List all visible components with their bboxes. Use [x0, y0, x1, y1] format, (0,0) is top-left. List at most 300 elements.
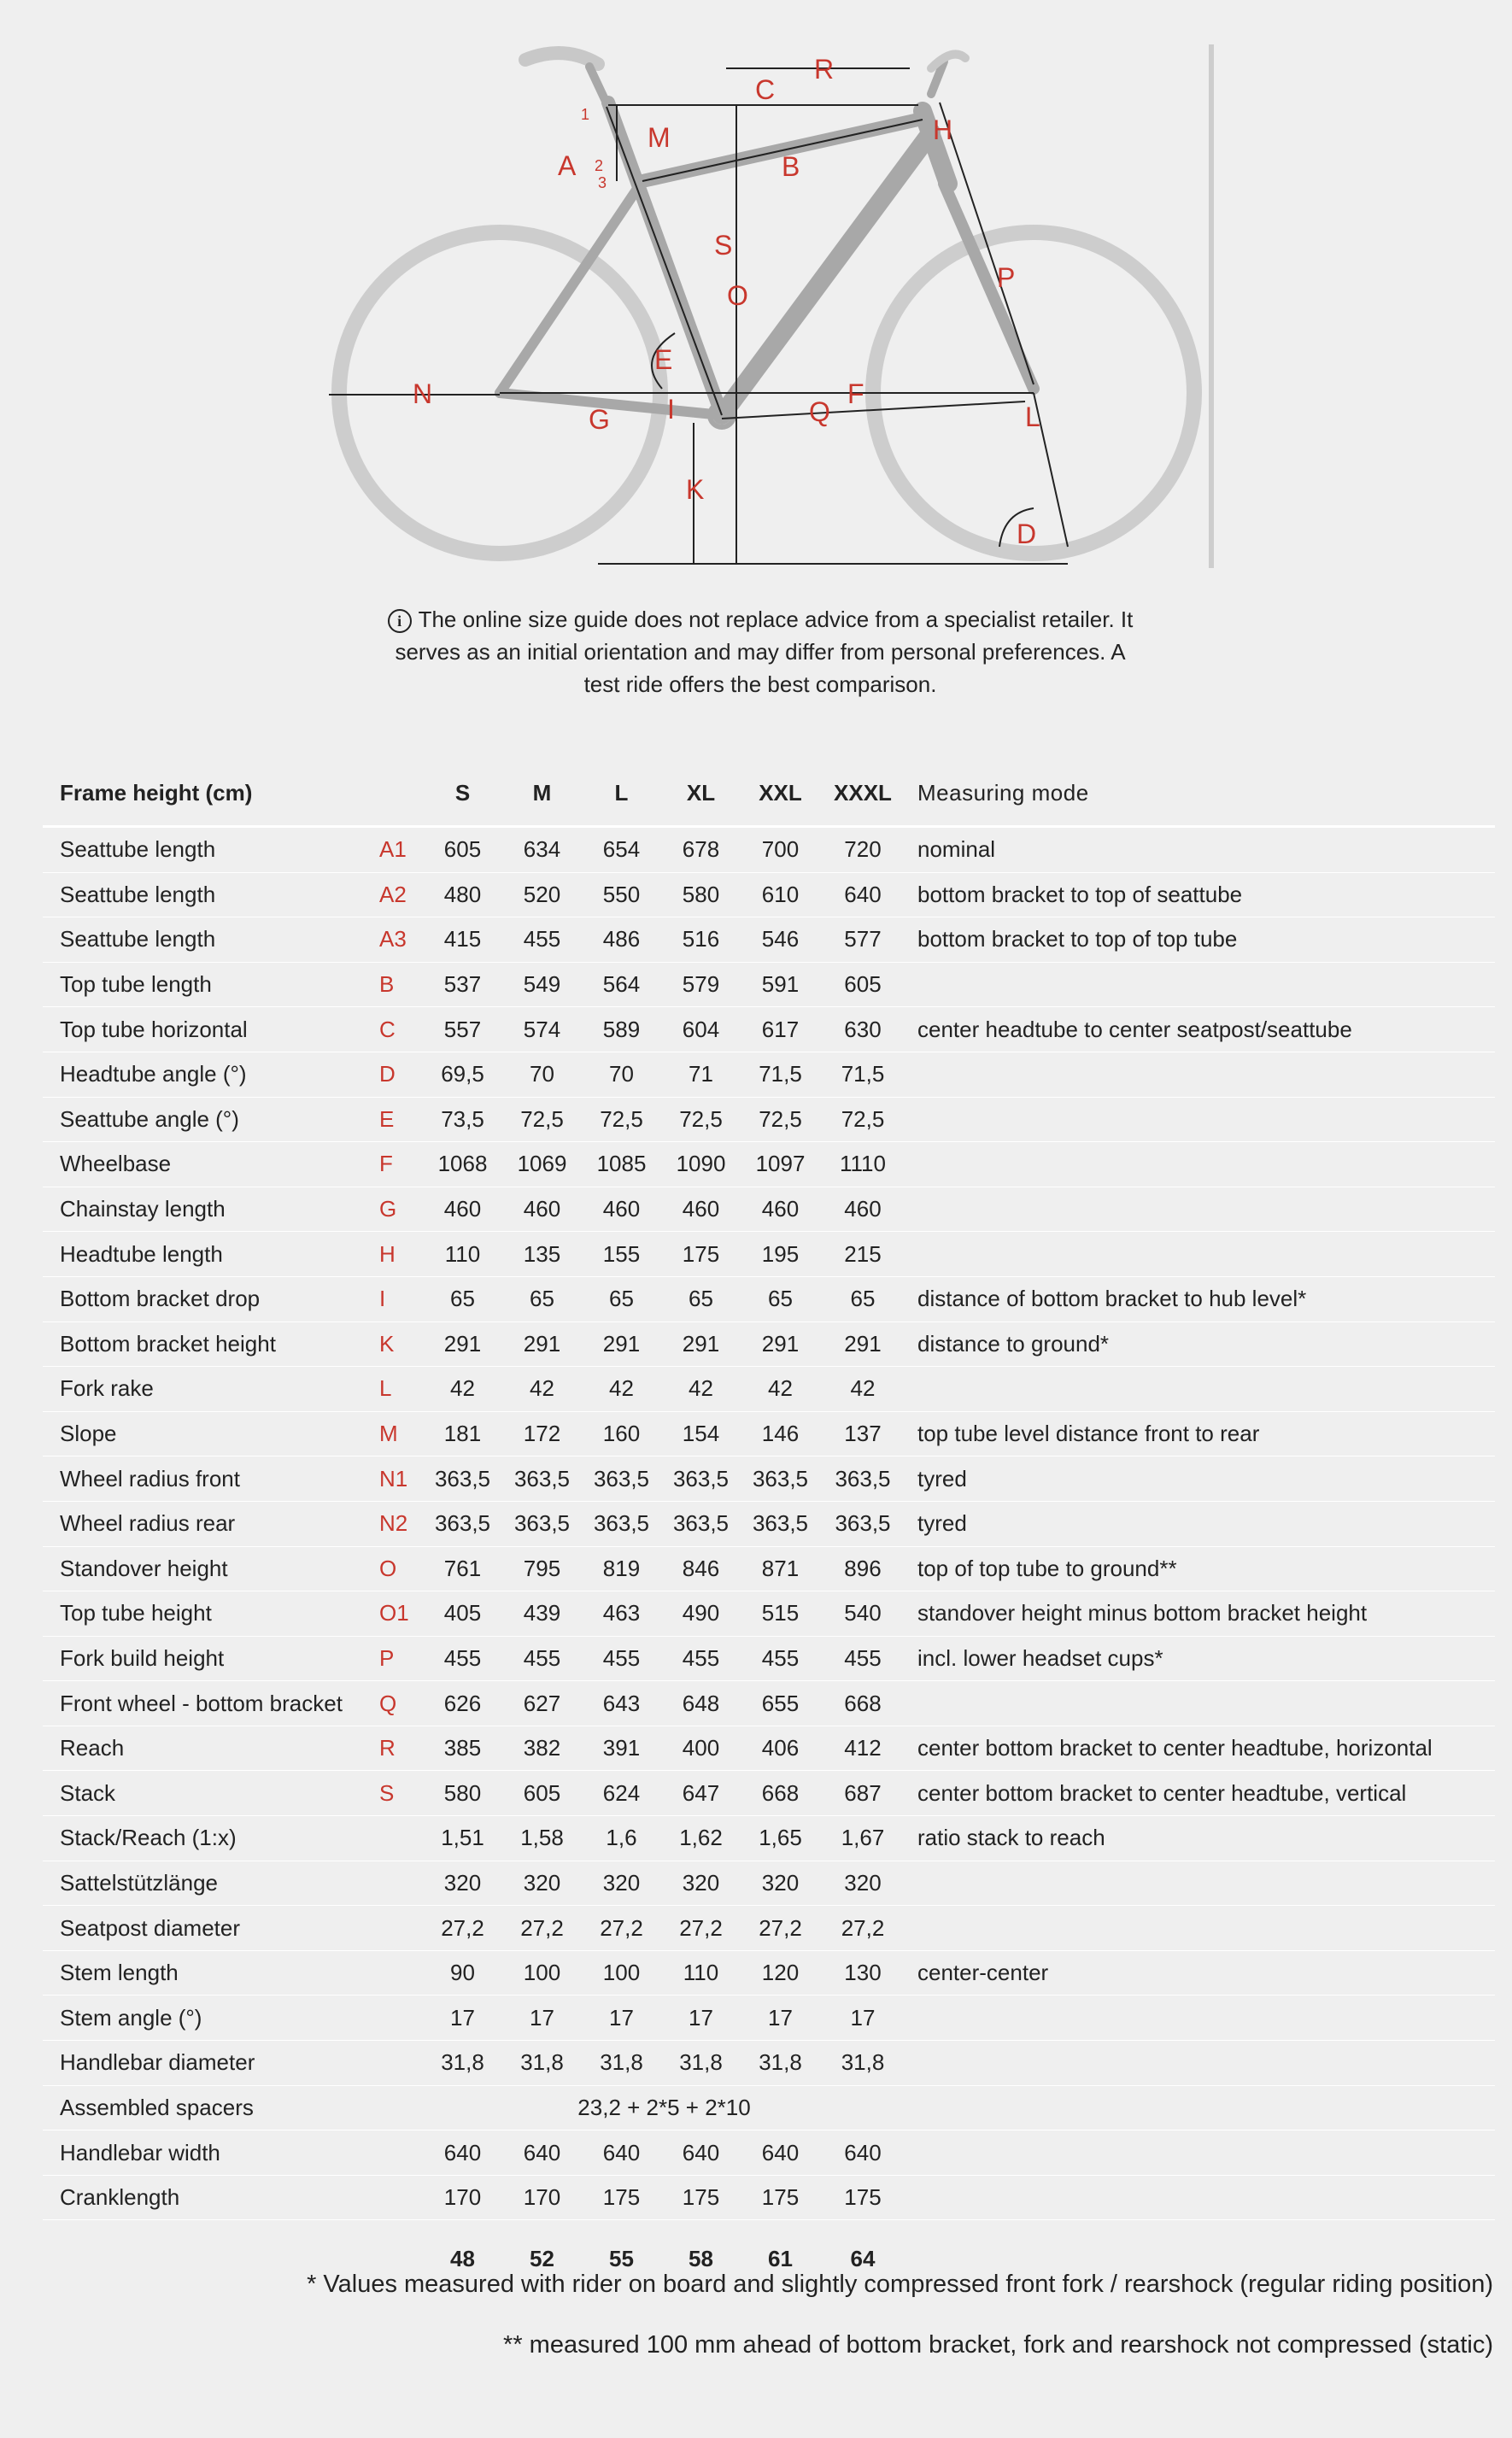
row-code	[376, 1906, 423, 1951]
row-value: 460	[582, 1187, 661, 1232]
row-value: 648	[661, 1681, 741, 1726]
row-value: 175	[820, 2175, 905, 2220]
label-D: D	[1017, 519, 1037, 549]
row-code: E	[376, 1097, 423, 1142]
row-name: Sattelstützlänge	[43, 1861, 376, 1906]
row-value: 175	[582, 2175, 661, 2220]
row-value: 42	[820, 1367, 905, 1412]
table-row	[43, 1950, 1495, 1996]
row-value: 580	[423, 1771, 502, 1816]
row-measuring-mode: center bottom bracket to center headtube, horizontal	[905, 1726, 1495, 1771]
row-name: Handlebar width	[43, 2130, 376, 2176]
label-F: F	[847, 378, 864, 409]
row-measuring-mode	[905, 2175, 1495, 2220]
row-value: 320	[661, 1861, 741, 1906]
row-code	[376, 2041, 423, 2086]
label-R: R	[814, 54, 835, 85]
row-measuring-mode: standover height minus bottom bracket height	[905, 1591, 1495, 1637]
row-value: 1,58	[502, 1816, 582, 1861]
row-measuring-mode	[905, 1052, 1495, 1097]
row-value: 71,5	[741, 1052, 820, 1097]
row-value: 871	[741, 1546, 820, 1591]
row-code: Q	[376, 1681, 423, 1726]
row-value: 896	[820, 1546, 905, 1591]
row-code	[376, 2130, 423, 2176]
row-measuring-mode	[905, 1996, 1495, 2041]
row-name: Seatpost diameter	[43, 1906, 376, 1951]
row-value: 1068	[423, 1142, 502, 1187]
row-value: 363,5	[582, 1456, 661, 1502]
row-value: 42	[741, 1367, 820, 1412]
row-code: S	[376, 1771, 423, 1816]
table-row	[43, 1996, 1495, 2041]
row-value: 27,2	[582, 1906, 661, 1951]
row-value: 564	[582, 962, 661, 1007]
row-value: 480	[423, 872, 502, 917]
row-value: 579	[661, 962, 741, 1007]
row-value: 72,5	[820, 1097, 905, 1142]
label-N: N	[413, 378, 433, 409]
row-name: Standover height	[43, 1546, 376, 1591]
row-value: 17	[423, 1996, 502, 2041]
label-C: C	[755, 74, 776, 105]
row-value: 70	[582, 1052, 661, 1097]
row-name: Wheelbase	[43, 1142, 376, 1187]
row-value: 1,51	[423, 1816, 502, 1861]
label-2: 2	[595, 157, 604, 174]
row-value: 320	[423, 1861, 502, 1906]
table-row	[43, 1816, 1495, 1861]
table-header-row	[43, 760, 1495, 827]
row-value: 320	[741, 1861, 820, 1906]
row-measuring-mode	[905, 1906, 1495, 1951]
row-measuring-mode	[905, 1681, 1495, 1726]
row-code: F	[376, 1142, 423, 1187]
row-value: 406	[741, 1726, 820, 1771]
row-name: Top tube horizontal	[43, 1007, 376, 1052]
label-S: S	[714, 230, 733, 261]
row-value: 520	[502, 872, 582, 917]
table-row	[43, 1142, 1495, 1187]
table-row	[43, 1187, 1495, 1232]
row-measuring-mode	[905, 1367, 1495, 1412]
label-P: P	[997, 262, 1016, 293]
row-value: 546	[741, 917, 820, 963]
row-value: 291	[423, 1322, 502, 1367]
row-code: C	[376, 1007, 423, 1052]
row-value: 455	[582, 1636, 661, 1681]
label-H: H	[933, 114, 953, 145]
row-value: 540	[820, 1591, 905, 1637]
row-value: 31,8	[741, 2041, 820, 2086]
row-value: 172	[502, 1411, 582, 1456]
row-value: 700	[741, 827, 820, 873]
row-value: 460	[423, 1187, 502, 1232]
row-value: 382	[502, 1726, 582, 1771]
row-value: 1,67	[820, 1816, 905, 1861]
row-name: Stem angle (°)	[43, 1996, 376, 2041]
table-row	[43, 2175, 1495, 2220]
table-row	[43, 827, 1495, 873]
row-value: 1085	[582, 1142, 661, 1187]
row-value: 71,5	[820, 1052, 905, 1097]
row-measuring-mode: nominal	[905, 827, 1495, 873]
row-value: 400	[661, 1726, 741, 1771]
row-value: 589	[582, 1007, 661, 1052]
row-value: 130	[820, 1950, 905, 1996]
row-measuring-mode: distance of bottom bracket to hub level*	[905, 1276, 1495, 1322]
table-row	[43, 1861, 1495, 1906]
row-value: 455	[423, 1636, 502, 1681]
row-value: 170	[502, 2175, 582, 2220]
table-row	[43, 1726, 1495, 1771]
notice-text: The online size guide does not replace advice from a specialist retailer. It serves as an initial orientation and may differ from personal preferences. A test ride offers the best comparison.	[395, 607, 1134, 697]
table-row	[43, 1501, 1495, 1546]
row-value: 643	[582, 1681, 661, 1726]
row-value: 405	[423, 1591, 502, 1637]
row-value: 65	[661, 1276, 741, 1322]
row-value: 154	[661, 1411, 741, 1456]
row-code: O	[376, 1546, 423, 1591]
row-value: 65	[502, 1276, 582, 1322]
row-name: Assembled spacers	[43, 2085, 376, 2130]
row-name: Top tube length	[43, 962, 376, 1007]
row-value: 135	[502, 1232, 582, 1277]
row-value: 65	[423, 1276, 502, 1322]
row-value: 634	[502, 827, 582, 873]
row-value: 720	[820, 827, 905, 873]
row-value: 580	[661, 872, 741, 917]
row-code	[376, 1996, 423, 2041]
row-code	[376, 1950, 423, 1996]
row-value: 626	[423, 1681, 502, 1726]
row-value: 291	[661, 1322, 741, 1367]
row-value: 291	[582, 1322, 661, 1367]
row-code: K	[376, 1322, 423, 1367]
label-B: B	[782, 151, 800, 182]
label-G: G	[589, 404, 610, 435]
size-header: M	[502, 760, 582, 827]
table-row	[43, 2041, 1495, 2086]
label-1: 1	[581, 106, 590, 123]
row-value: 624	[582, 1771, 661, 1816]
row-code: H	[376, 1232, 423, 1277]
row-measuring-mode: bottom bracket to top of top tube	[905, 917, 1495, 963]
row-value: 846	[661, 1546, 741, 1591]
row-value: 668	[741, 1771, 820, 1816]
row-measuring-mode: ratio stack to reach	[905, 1816, 1495, 1861]
row-value: 363,5	[741, 1456, 820, 1502]
row-value: 463	[582, 1591, 661, 1637]
row-value: 640	[423, 2130, 502, 2176]
row-value: 291	[741, 1322, 820, 1367]
table-row	[43, 1411, 1495, 1456]
geometry-table	[43, 760, 1495, 2297]
row-value: 363,5	[820, 1501, 905, 1546]
row-value: 69,5	[423, 1052, 502, 1097]
row-value: 577	[820, 917, 905, 963]
info-icon: i	[388, 609, 412, 633]
row-value: 640	[582, 2130, 661, 2176]
row-measuring-mode	[905, 1232, 1495, 1277]
row-value: 391	[582, 1726, 661, 1771]
row-value: 137	[820, 1411, 905, 1456]
row-code: D	[376, 1052, 423, 1097]
label-Q: Q	[809, 396, 830, 427]
row-value: 65	[741, 1276, 820, 1322]
row-value: 42	[423, 1367, 502, 1412]
size-header: XXXL	[820, 760, 905, 827]
row-code: N1	[376, 1456, 423, 1502]
row-value: 42	[661, 1367, 741, 1412]
row-span-value: 23,2 + 2*5 + 2*10	[423, 2085, 905, 2130]
row-value: 516	[661, 917, 741, 963]
row-value: 100	[582, 1950, 661, 1996]
row-name: Seattube length	[43, 917, 376, 963]
row-value: 42	[502, 1367, 582, 1412]
row-value: 27,2	[820, 1906, 905, 1951]
row-code: G	[376, 1187, 423, 1232]
table-row	[43, 1322, 1495, 1367]
row-value: 604	[661, 1007, 741, 1052]
row-measuring-mode	[905, 1142, 1495, 1187]
row-value: 385	[423, 1726, 502, 1771]
row-measuring-mode	[905, 1187, 1495, 1232]
row-name: Chainstay length	[43, 1187, 376, 1232]
row-name: Wheel radius rear	[43, 1501, 376, 1546]
row-name: Stack	[43, 1771, 376, 1816]
row-value: 460	[820, 1187, 905, 1232]
label-E: E	[654, 344, 673, 375]
frame-height-value: 52	[530, 2245, 554, 2271]
row-value: 515	[741, 1591, 820, 1637]
row-value: 17	[820, 1996, 905, 2041]
row-measuring-mode: tyred	[905, 1501, 1495, 1546]
row-value: 640	[741, 2130, 820, 2176]
row-name: Cranklength	[43, 2175, 376, 2220]
table-row	[43, 1276, 1495, 1322]
row-value: 591	[741, 962, 820, 1007]
row-value: 110	[423, 1232, 502, 1277]
row-value: 1069	[502, 1142, 582, 1187]
row-value: 73,5	[423, 1097, 502, 1142]
table-row	[43, 1456, 1495, 1502]
row-code: L	[376, 1367, 423, 1412]
row-value: 31,8	[502, 2041, 582, 2086]
row-value: 1,62	[661, 1816, 741, 1861]
row-value: 71	[661, 1052, 741, 1097]
row-code	[376, 1861, 423, 1906]
row-value: 549	[502, 962, 582, 1007]
size-header: XL	[661, 760, 741, 827]
size-header: L	[582, 760, 661, 827]
row-measuring-mode: tyred	[905, 1456, 1495, 1502]
row-value: 668	[820, 1681, 905, 1726]
row-name: Slope	[43, 1411, 376, 1456]
row-value: 617	[741, 1007, 820, 1052]
row-value: 65	[582, 1276, 661, 1322]
row-value: 1097	[741, 1142, 820, 1187]
row-code: I	[376, 1276, 423, 1322]
row-value: 27,2	[661, 1906, 741, 1951]
row-value: 31,8	[582, 2041, 661, 2086]
row-value: 291	[502, 1322, 582, 1367]
row-value: 412	[820, 1726, 905, 1771]
table-row	[43, 872, 1495, 917]
row-value: 640	[661, 2130, 741, 2176]
row-value: 687	[820, 1771, 905, 1816]
row-name: Bottom bracket drop	[43, 1276, 376, 1322]
row-value: 455	[502, 917, 582, 963]
footnote-2: ** measured 100 mm ahead of bottom bracket, fork and rearshock not compressed (static)	[503, 2331, 1493, 2359]
row-value: 439	[502, 1591, 582, 1637]
row-value: 120	[741, 1950, 820, 1996]
size-guide-notice	[376, 603, 1145, 700]
row-value: 550	[582, 872, 661, 917]
table-body	[43, 827, 1495, 2220]
table-row	[43, 2130, 1495, 2176]
row-value: 31,8	[820, 2041, 905, 2086]
row-value: 291	[820, 1322, 905, 1367]
frame-height-value: 55	[609, 2245, 634, 2271]
size-header: S	[423, 760, 502, 827]
frame-height-value: 48	[450, 2245, 475, 2271]
row-value: 605	[820, 962, 905, 1007]
row-value: 647	[661, 1771, 741, 1816]
row-value: 27,2	[423, 1906, 502, 1951]
row-value: 455	[502, 1636, 582, 1681]
table-row	[43, 1771, 1495, 1816]
row-value: 574	[502, 1007, 582, 1052]
row-value: 17	[661, 1996, 741, 2041]
row-value: 630	[820, 1007, 905, 1052]
row-value: 795	[502, 1546, 582, 1591]
row-value: 363,5	[582, 1501, 661, 1546]
label-I: I	[667, 394, 675, 425]
row-value: 72,5	[582, 1097, 661, 1142]
row-value: 175	[661, 2175, 741, 2220]
row-measuring-mode: incl. lower headset cups*	[905, 1636, 1495, 1681]
row-value: 146	[741, 1411, 820, 1456]
row-value: 90	[423, 1950, 502, 1996]
frame-height-value: 61	[768, 2245, 793, 2271]
row-code: O1	[376, 1591, 423, 1637]
row-measuring-mode	[905, 1861, 1495, 1906]
label-A: A	[558, 150, 577, 181]
row-name: Stack/Reach (1:x)	[43, 1816, 376, 1861]
row-value: 72,5	[661, 1097, 741, 1142]
row-name: Seattube angle (°)	[43, 1097, 376, 1142]
row-value: 460	[741, 1187, 820, 1232]
frame-height-value: 58	[689, 2245, 713, 2271]
frame-height-header: Frame height (cm)	[43, 760, 423, 827]
row-value: 195	[741, 1232, 820, 1277]
row-value: 486	[582, 917, 661, 963]
row-name: Reach	[43, 1726, 376, 1771]
row-code: N2	[376, 1501, 423, 1546]
row-value: 363,5	[741, 1501, 820, 1546]
row-name: Front wheel - bottom bracket	[43, 1681, 376, 1726]
row-value: 320	[820, 1861, 905, 1906]
table-row	[43, 1546, 1495, 1591]
label-O: O	[727, 280, 748, 311]
row-value: 819	[582, 1546, 661, 1591]
row-measuring-mode	[905, 962, 1495, 1007]
row-name: Top tube height	[43, 1591, 376, 1637]
table-row	[43, 2085, 1495, 2130]
row-code	[376, 2175, 423, 2220]
row-value: 363,5	[502, 1456, 582, 1502]
frame	[500, 53, 1034, 427]
row-code	[376, 2085, 423, 2130]
table-row	[43, 1232, 1495, 1277]
row-name: Fork build height	[43, 1636, 376, 1681]
row-value: 17	[502, 1996, 582, 2041]
row-value: 490	[661, 1591, 741, 1637]
row-value: 537	[423, 962, 502, 1007]
row-name: Seattube length	[43, 827, 376, 873]
row-name: Wheel radius front	[43, 1456, 376, 1502]
row-value: 455	[661, 1636, 741, 1681]
row-value: 678	[661, 827, 741, 873]
row-value: 160	[582, 1411, 661, 1456]
label-3: 3	[598, 174, 607, 191]
row-measuring-mode: center headtube to center seatpost/seattube	[905, 1007, 1495, 1052]
row-value: 363,5	[661, 1456, 741, 1502]
row-measuring-mode	[905, 1097, 1495, 1142]
row-value: 17	[582, 1996, 661, 2041]
row-value: 175	[741, 2175, 820, 2220]
row-value: 1,6	[582, 1816, 661, 1861]
row-value: 415	[423, 917, 502, 963]
frame-height-value: 64	[850, 2245, 876, 2271]
row-value: 605	[502, 1771, 582, 1816]
row-code: P	[376, 1636, 423, 1681]
row-name: Handlebar diameter	[43, 2041, 376, 2086]
row-value: 605	[423, 827, 502, 873]
row-value: 215	[820, 1232, 905, 1277]
row-value: 175	[661, 1232, 741, 1277]
row-value: 460	[502, 1187, 582, 1232]
row-measuring-mode: center-center	[905, 1950, 1495, 1996]
row-value: 455	[741, 1636, 820, 1681]
row-code: R	[376, 1726, 423, 1771]
table-row	[43, 1906, 1495, 1951]
row-value: 640	[820, 872, 905, 917]
row-value: 1,65	[741, 1816, 820, 1861]
row-measuring-mode: top tube level distance front to rear	[905, 1411, 1495, 1456]
row-value: 761	[423, 1546, 502, 1591]
row-measuring-mode: top of top tube to ground**	[905, 1546, 1495, 1591]
size-header: XXL	[741, 760, 820, 827]
row-value: 320	[502, 1861, 582, 1906]
row-value: 610	[741, 872, 820, 917]
row-value: 31,8	[423, 2041, 502, 2086]
row-value: 42	[582, 1367, 661, 1412]
table-row	[43, 917, 1495, 963]
row-value: 1110	[820, 1142, 905, 1187]
row-name: Seattube length	[43, 872, 376, 917]
table-row	[43, 1681, 1495, 1726]
row-value: 654	[582, 827, 661, 873]
table-row	[43, 1052, 1495, 1097]
row-value: 181	[423, 1411, 502, 1456]
table-row	[43, 1591, 1495, 1637]
row-value: 640	[820, 2130, 905, 2176]
table-row	[43, 962, 1495, 1007]
measuring-mode-header: Measuring mode	[905, 760, 1495, 827]
row-name: Bottom bracket height	[43, 1322, 376, 1367]
